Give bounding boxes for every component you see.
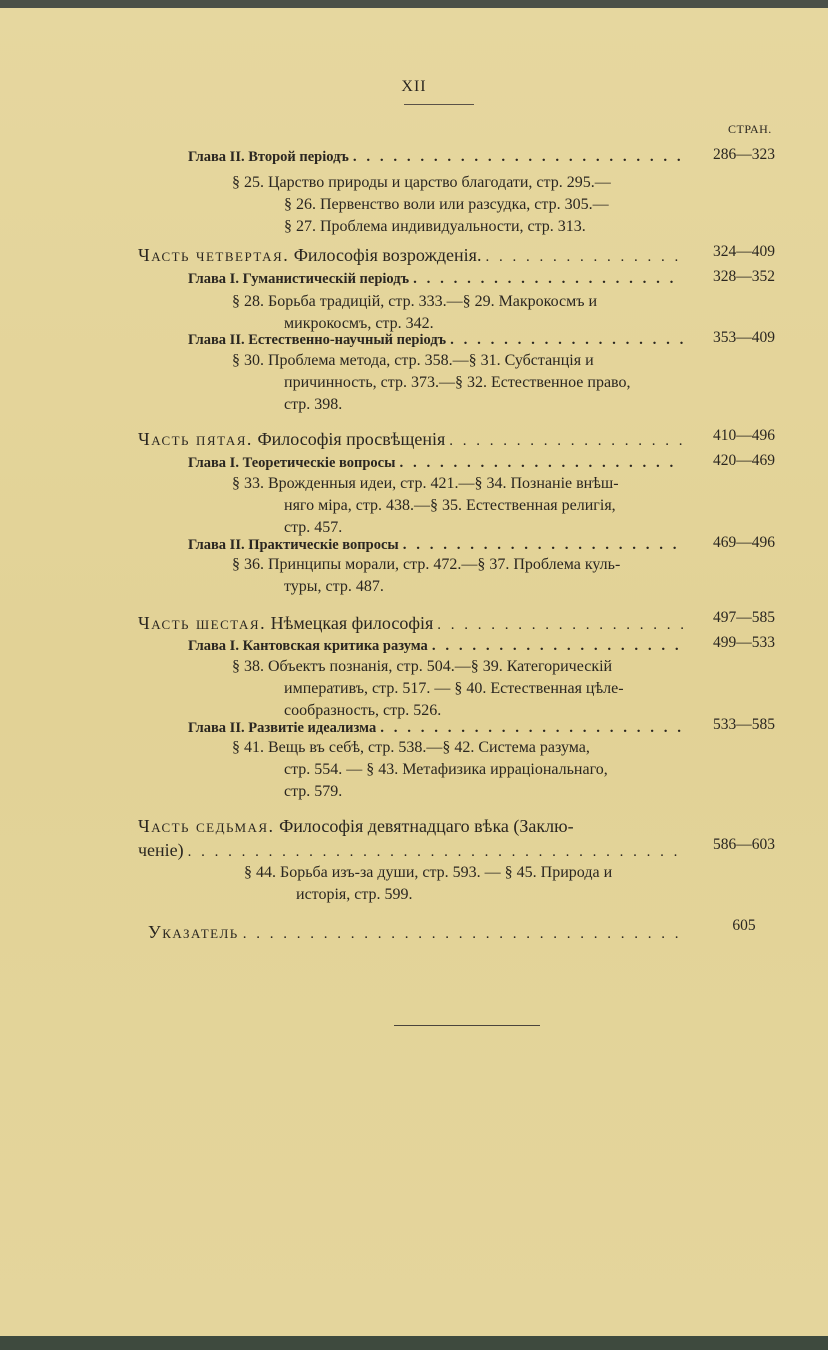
chapter-title: Глава I. Теоретическіе вопросы	[188, 455, 396, 471]
page-range: 324—409	[713, 243, 775, 260]
toc-index	[148, 922, 683, 943]
toc-chapter-humanist	[188, 271, 683, 288]
part-title-continued: ченіе)	[138, 840, 184, 860]
page-range: 328—352	[713, 268, 775, 285]
toc-part-seven-continued	[138, 840, 683, 861]
pages-column-header: СТРАН.	[728, 122, 772, 136]
toc-chapter-kant	[188, 638, 683, 655]
section-line: стр. 457.	[284, 519, 343, 536]
page-range: 497—585	[713, 609, 775, 626]
closing-rule	[394, 1025, 540, 1026]
part-label: Часть седьмая.	[138, 816, 275, 836]
toc-chapter-idealism	[188, 720, 683, 737]
section-line: стр. 398.	[284, 396, 343, 413]
section-line: § 26. Первенство воли или разсудка, стр. 305.—	[284, 196, 609, 213]
index-label: Указатель	[148, 922, 239, 942]
section-line: § 30. Проблема метода, стр. 358.—§ 31. Субстанція и	[232, 352, 594, 369]
part-title: Философія девятнадцаго вѣка (Заклю-	[279, 816, 574, 836]
section-line: исторія, стр. 599.	[296, 886, 413, 903]
section-list	[232, 350, 692, 416]
part-title: Философія просвѣщенія	[257, 429, 446, 449]
leader-dots	[450, 332, 683, 349]
section-line: императивъ, стр. 517. — § 40. Естественная цѣле-	[284, 680, 624, 697]
leader-dots	[243, 926, 683, 943]
section-line: туры, стр. 487.	[284, 578, 384, 595]
leader-dots	[485, 249, 683, 266]
page-range: 533—585	[713, 716, 775, 733]
part-label: Часть шестая.	[138, 613, 267, 633]
section-line: причинность, стр. 373.—§ 32. Естественное право,	[284, 374, 631, 391]
section-line: § 41. Вещь въ себѣ, стр. 538.—§ 42. Система разума,	[232, 739, 590, 756]
part-title: Философія возрожденія.	[293, 245, 482, 265]
section-line: § 38. Объектъ познанія, стр. 504.—§ 39. Категорическій	[232, 658, 613, 675]
page-range: 586—603	[713, 836, 775, 853]
section-line: няго міра, стр. 438.—§ 35. Естественная религія,	[284, 497, 616, 514]
page-range: 410—496	[713, 427, 775, 444]
section-line: § 33. Врожденныя идеи, стр. 421.—§ 34. Познаніе внѣш-	[232, 475, 619, 492]
toc-chapter-practical	[188, 537, 683, 554]
page-number-rule	[404, 104, 474, 105]
leader-dots	[449, 433, 683, 450]
page-number: XII	[401, 78, 427, 95]
page-range: 353—409	[713, 329, 775, 346]
leader-dots	[432, 638, 683, 655]
scan-top-edge	[0, 0, 828, 8]
chapter-title: Глава I. Кантовская критика разума	[188, 638, 428, 654]
leader-dots	[437, 617, 683, 634]
page-range: 605	[732, 917, 756, 934]
leader-dots	[403, 537, 683, 554]
part-label: Часть пятая.	[138, 429, 253, 449]
chapter-title: Глава II. Практическіе вопросы	[188, 537, 399, 553]
section-line: стр. 554. — § 43. Метафизика ирраціональнаго,	[284, 761, 608, 778]
toc-part-six	[138, 613, 683, 634]
page-range: 469—496	[713, 534, 775, 551]
toc-part-seven	[138, 816, 698, 837]
page-range: 286—323	[713, 146, 775, 163]
toc-chapter-natural-science	[188, 332, 683, 349]
section-list	[232, 737, 692, 803]
section-list	[232, 473, 692, 539]
section-line: § 28. Борьба традицій, стр. 333.—§ 29. Макрокосмъ и	[232, 293, 598, 310]
section-line: сообразность, стр. 526.	[284, 702, 442, 719]
chapter-title: Глава I. Гуманистическій періодъ	[188, 271, 410, 287]
leader-dots	[413, 271, 683, 288]
section-list	[244, 862, 704, 906]
toc-chapter-second-period	[188, 149, 683, 166]
section-line: стр. 579.	[284, 783, 343, 800]
section-line: § 27. Проблема индивидуальности, стр. 313.	[284, 218, 586, 235]
section-list	[232, 172, 692, 238]
section-list	[232, 291, 692, 335]
leader-dots	[188, 844, 683, 861]
chapter-title: Глава II. Развитіе идеализма	[188, 720, 377, 736]
part-title: Нѣмецкая философія	[270, 613, 434, 633]
section-list	[232, 554, 692, 598]
section-line: § 36. Принципы морали, стр. 472.—§ 37. Проблема куль-	[232, 556, 621, 573]
section-line: микрокосмъ, стр. 342.	[284, 315, 434, 332]
toc-part-four	[138, 245, 683, 266]
leader-dots	[380, 720, 683, 737]
chapter-title: Глава II. Естественно-научный періодъ	[188, 332, 447, 348]
scan-bottom-edge	[0, 1336, 828, 1350]
section-list	[232, 656, 692, 722]
leader-dots	[399, 455, 683, 472]
section-line: § 25. Царство природы и царство благодати, стр. 295.—	[232, 174, 611, 191]
leader-dots	[353, 149, 683, 166]
page-range: 499—533	[713, 634, 775, 651]
section-line: § 44. Борьба изъ-за души, стр. 593. — § 45. Природа и	[244, 864, 613, 881]
toc-chapter-theoretical	[188, 455, 683, 472]
page-range: 420—469	[713, 452, 775, 469]
part-label: Часть четвертая.	[138, 245, 290, 265]
chapter-title: Глава II. Второй періодъ	[188, 149, 349, 165]
toc-part-five	[138, 429, 683, 450]
